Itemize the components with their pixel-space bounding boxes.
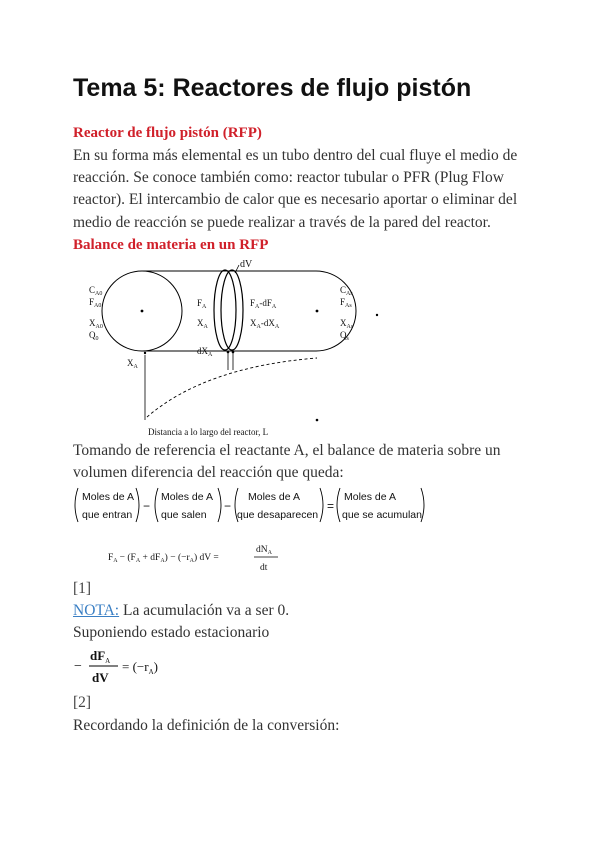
note-text: La acumulación va a ser 0.	[119, 602, 290, 619]
inlet-x-label: $X_{A0}$	[89, 318, 103, 330]
xa-label: $X_A$	[127, 358, 138, 370]
paren-left	[337, 488, 340, 522]
differential-balance-equation	[108, 540, 288, 574]
outlet-dot	[376, 314, 378, 316]
slice-in-x-label: $X_A$	[197, 318, 208, 330]
dx-label: $dX_A$	[197, 346, 213, 358]
term-bottom: que salen	[161, 509, 207, 521]
slice-ellipse-right	[221, 270, 243, 350]
minus-sign: −	[74, 659, 82, 674]
frac-numerator: $dN_A$	[256, 545, 272, 556]
axis-end-dot	[316, 419, 319, 422]
outlet-center-dot	[316, 310, 319, 313]
pfr-diagram	[85, 255, 385, 440]
frac-denominator: dt	[260, 563, 268, 573]
term-top: Moles de A	[161, 491, 213, 503]
term-bottom: que se acumulan	[342, 509, 422, 521]
inlet-q-label: $Q_0$	[89, 330, 99, 342]
paren-right	[320, 488, 323, 522]
steady-rhs: = $(-r_A)$	[122, 659, 158, 676]
intro-paragraph	[73, 145, 543, 234]
conversion-intro-line: Recordando la definición de la conversión:	[73, 717, 340, 734]
term-bottom: que desaparecen	[237, 509, 319, 521]
section-heading-rfp: Reactor de flujo pistón (RFP)	[73, 125, 262, 141]
note-link[interactable]: NOTA:	[73, 602, 120, 619]
tube-outlet-arc	[316, 271, 356, 351]
guide-dot	[227, 351, 230, 354]
axis-dot	[144, 352, 146, 354]
slice-in-f-label: $F_A$	[197, 298, 207, 310]
steady-denominator: dV	[92, 670, 109, 685]
balance-line: Tomando de referencia el reactante A, el balance de materia sobre un	[73, 442, 501, 459]
page-title: Tema 5: Reactores de flujo pistón	[73, 74, 472, 102]
slice-out-f-label: $F_A-dF_A$	[250, 298, 277, 310]
equation-body: $F_A - (F_A + dF_A) - (-r_A)$ dV =	[108, 553, 219, 564]
steady-state-line: Suponiendo estado estacionario	[73, 624, 270, 641]
paren-left	[75, 488, 78, 522]
dv-label: dV	[240, 259, 253, 270]
outlet-f-label: $F_{As}$	[340, 297, 352, 309]
axis-caption: Distancia a lo largo del reactor, L	[148, 427, 269, 437]
outlet-c-label: $C_{As}$	[340, 285, 353, 297]
guide-dot	[232, 351, 235, 354]
outlet-q-label: $Q_s$	[340, 330, 349, 342]
section-heading-balance: Balance de materia en un RFP	[73, 237, 269, 253]
intro-line: reactor). El intercambio de calor que es necesario aportar o eliminar del	[73, 191, 518, 209]
term-bottom: que entran	[82, 509, 133, 521]
slice-ellipse-left	[214, 270, 236, 350]
intro-line: medio de reacción se puede realizar a través de la pared del reactor.	[73, 213, 491, 231]
paren-left	[155, 488, 158, 522]
inlet-c-label: $C_{A0}$	[89, 285, 103, 297]
steady-state-equation	[74, 646, 184, 688]
slice-out-x-label: $X_A-dX_A$	[250, 318, 280, 330]
steady-numerator: $dF_A$	[90, 648, 111, 665]
note-line	[73, 600, 289, 622]
paren-right	[136, 488, 139, 522]
inlet-center-dot	[141, 310, 144, 313]
intro-line: reacción. Se conoce también como: reactor tubular o PFR (Plug Flow	[73, 169, 504, 187]
conversion-curve	[147, 358, 317, 417]
footnote-ref-2[interactable]: [2]	[73, 694, 92, 711]
paren-right	[218, 488, 221, 522]
operator: −	[143, 499, 151, 513]
term-top: Moles de A	[248, 491, 300, 503]
operator: =	[327, 499, 335, 513]
dv-pointer	[235, 265, 239, 273]
footnote-ref-1[interactable]: [1]	[73, 580, 92, 597]
balance-line: volumen diferencia del reacción que queda:	[73, 464, 344, 482]
balance-paragraph	[73, 440, 543, 484]
outlet-x-label: $X_{As}$	[340, 318, 354, 330]
term-top: Moles de A	[344, 491, 396, 503]
operator: −	[224, 499, 232, 513]
intro-line: En su forma más elemental es un tubo dentro del cual fluye el medio de	[73, 147, 518, 164]
term-top: Moles de A	[82, 491, 134, 503]
inlet-f-label: $F_{A0}$	[89, 297, 102, 309]
word-balance-equation	[72, 485, 432, 525]
